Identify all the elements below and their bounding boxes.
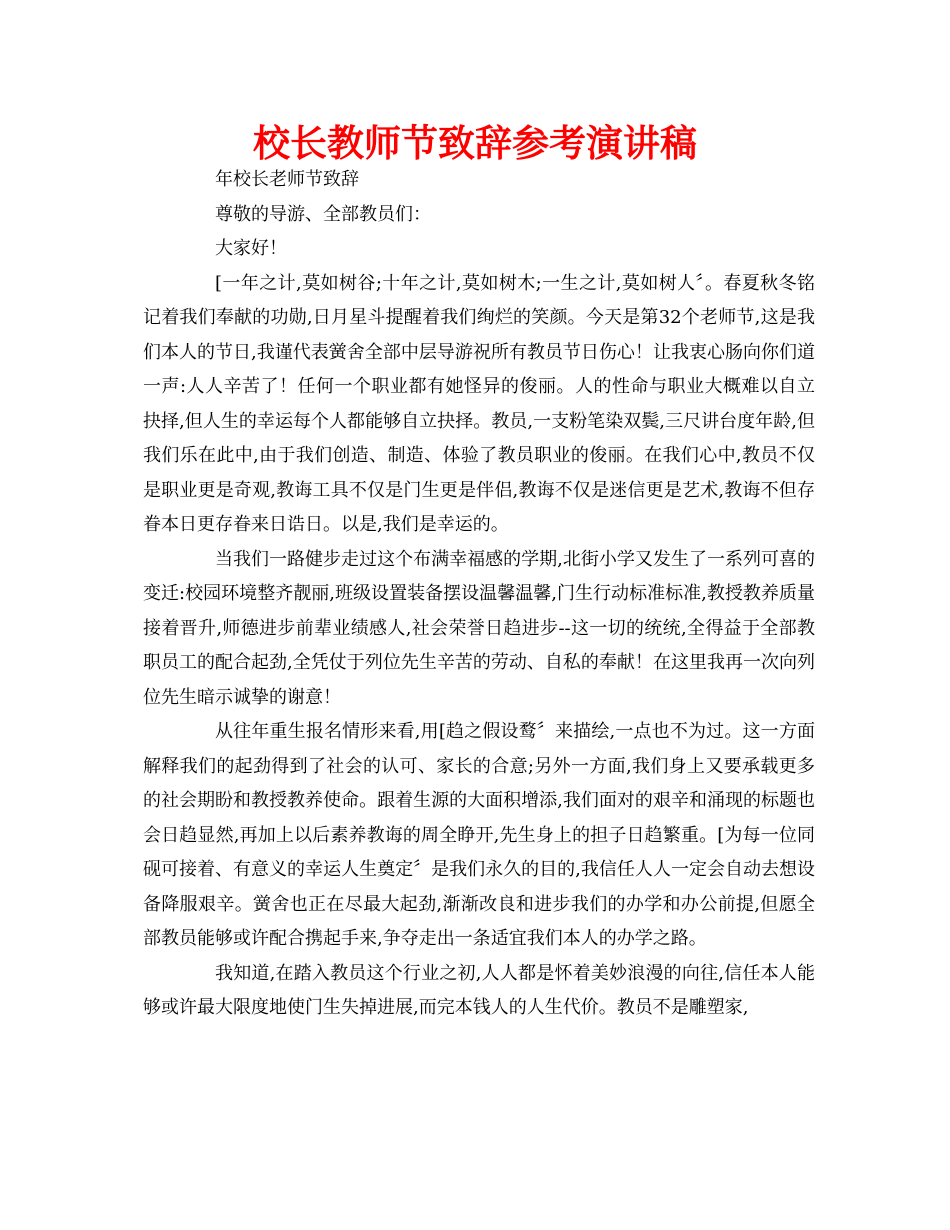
body-paragraph: 我知道,在踏入教员这个行业之初,人人都是怀着美妙浪漫的向往,信任本人能够或许最大限度地使门生失掉进展,而完本钱人的人生代价。教员不是雕塑家, xyxy=(143,962,815,1018)
greeting: 大家好！ xyxy=(215,238,287,259)
body-paragraph: 当我们一路健步走过这个布满幸福感的学期,北街小学又发生了一系列可喜的变迁:校园环境整齐靓丽,班级设置装备摆设温馨温馨,门生行动标准标准,教授教养质量接着晋升,师德进步前辈业绩感人,社会荣誉日趋进步--这一切的统统,全得益于全部教职员工的配合起劲,全凭仗于列位先生辛苦的劳动、自私的奉献！在这里我再一次向列位先生暗示诚挚的谢意！ xyxy=(143,548,815,708)
subtitle-line: 年校长老师节致辞 xyxy=(215,169,359,190)
document-title: 校长教师节致辞参考演讲稿 xyxy=(253,122,697,165)
body-paragraph: 从往年重生报名情形来看,用[趋之假设鹜〞来描绘,一点也不为过。这一方面解释我们的起劲得到了社会的认可、家长的合意;另外一方面,我们身上又要承载更多的社会期盼和教授教养使命。跟着生源的大面积增添,我们面对的艰辛和涌现的标题也会日趋显然,再加上以后素养教诲的周全睁开,先生身上的担子日趋繁重。[为每一位同砚可接着、有意义的幸运人生奠定〞是我们永久的目的,我信任人人一定会自动去想设备降服艰辛。黉舍也正在尽最大起劲,渐渐改良和进步我们的办学和办公前提,但愿全部教员能够或许配合携起手来,争夺走出一条适宜我们本人的办学之路。 xyxy=(143,721,815,949)
document-body xyxy=(143,163,815,1026)
body-paragraph: [一年之计,莫如树谷;十年之计,莫如树木;一生之计,莫如树人〞。春夏秋冬铭记着我们奉献的功勋,日月星斗提醒着我们绚烂的笑颜。今天是第32个老师节,这是我们本人的节日,我谨代表黉舍全部中层导游祝所有教员节日伤心！让我衷心肠向你们道一声:人人辛苦了！任何一个职业都有她怪异的俊丽。人的性命与职业大概难以自立抉择,但人生的幸运每个人都能够自立抉择。教员,一支粉笔染双鬓,三尺讲台度年龄,但我们乐在此中,由于我们创造、制造、体验了教员职业的俊丽。在我们心中,教员不仅是职业更是奇观,教诲工具不仅是门生更是伴侣,教诲不仅是迷信更是艺术,教诲不但存眷本日更存眷来日诰日。以是,我们是幸运的。 xyxy=(143,272,815,535)
salutation: 尊敬的导游、全部教员们： xyxy=(215,203,431,225)
